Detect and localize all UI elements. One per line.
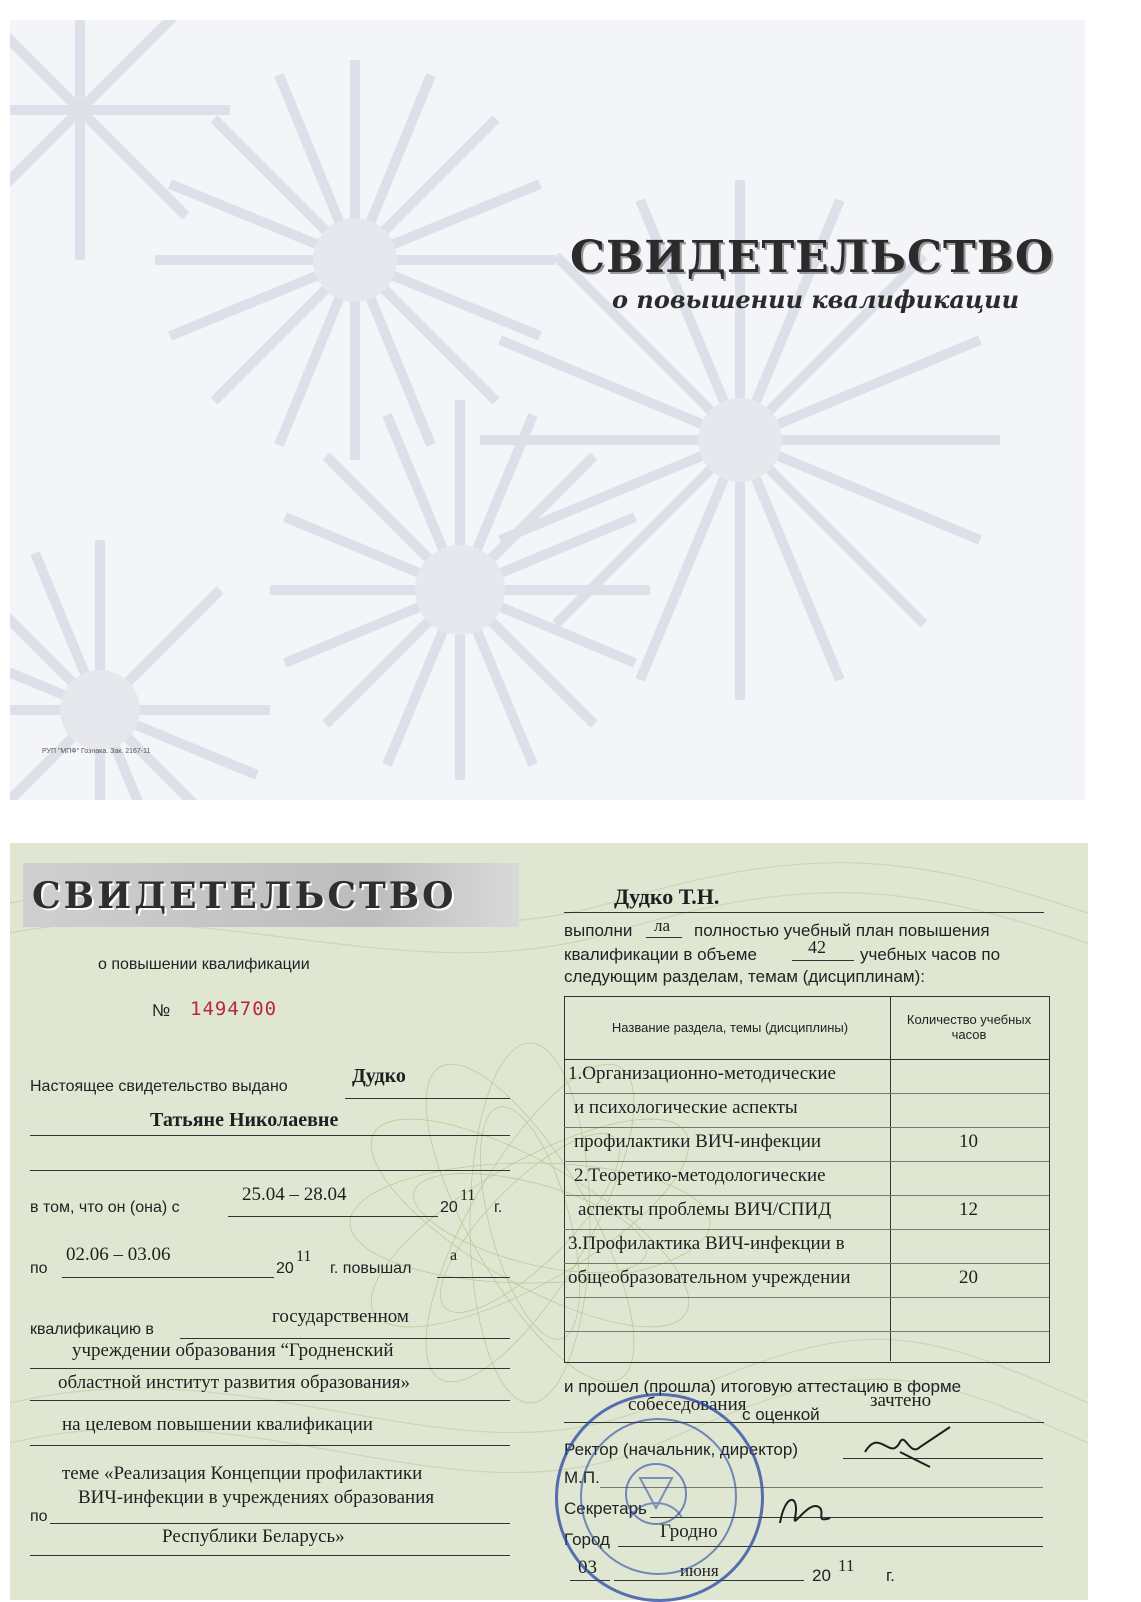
number-label: № <box>152 1001 171 1020</box>
grade-label: с оценкой <box>742 1405 820 1424</box>
sections-label: следующим разделам, темам (дисциплинам): <box>564 967 925 986</box>
certificate-title: СВИДЕТЕЛЬСТВО <box>32 875 457 917</box>
certificate-subtitle: о повышении квалификации <box>98 956 310 973</box>
table-rule <box>564 1263 1049 1264</box>
table-row-2-line-1: 2.Теоретико-методологические <box>574 1165 826 1186</box>
topic-line-3: Республики Беларусь» <box>162 1526 345 1547</box>
period1-dates: 25.04 – 28.04 <box>242 1184 347 1205</box>
institution-line-3: областной институт развития образования» <box>58 1372 411 1393</box>
hours-total: 42 <box>808 937 826 957</box>
holder-surname: Дудко <box>352 1065 406 1087</box>
qual-label: квалификацию в <box>30 1321 154 1338</box>
table-rule <box>564 1161 1049 1162</box>
period-label: в том, что он (она) с <box>30 1199 180 1216</box>
completed-rest: полностью учебный план повышения <box>694 921 990 940</box>
period1-year-prefix: 20 <box>440 1199 458 1216</box>
attestation-form: собеседования <box>628 1394 747 1415</box>
blank-line <box>30 1170 510 1171</box>
period2-year-suffix: 11 <box>296 1248 312 1265</box>
period2-year-prefix: 20 <box>276 1260 294 1277</box>
program-text: на целевом повышении квалификации <box>62 1414 373 1435</box>
grade-value: зачтено <box>870 1390 932 1411</box>
date-year-g: г. <box>886 1566 895 1585</box>
completed-label: выполни <box>564 921 633 940</box>
table-rule <box>564 1093 1049 1094</box>
table-row-1-line-2: и психологические аспекты <box>574 1097 798 1118</box>
table-row-1-line-3: профилактики ВИЧ-инфекции <box>574 1131 822 1152</box>
topic-line-rule-3 <box>30 1555 510 1556</box>
city-label: Город <box>564 1530 610 1549</box>
name-line <box>30 1135 510 1136</box>
topic-line-rule-2 <box>50 1523 510 1524</box>
cover-guilloche-pattern <box>10 20 1085 800</box>
table-header-name: Название раздела, темы (дисциплины) <box>611 1020 849 1035</box>
volume-rest: учебных часов по <box>860 945 1001 964</box>
attestation-label: и прошел (прошла) итоговую аттестацию в форме <box>564 1377 962 1396</box>
period1-line <box>228 1216 438 1217</box>
table-row-1-line-1: 1.Организационно-методические <box>568 1063 836 1084</box>
holder-name: Татьяне Николаевне <box>150 1109 339 1131</box>
table-rule <box>564 1195 1049 1196</box>
period1-year-g: г. <box>494 1199 503 1216</box>
date-year-suffix: 11 <box>838 1556 855 1575</box>
rector-label: Ректор (начальник, директор) <box>564 1440 799 1459</box>
cover-page <box>10 20 1085 800</box>
city-value: Гродно <box>660 1521 718 1542</box>
table-header-hours: Количество учебных часов <box>906 1012 1032 1042</box>
issued-label: Настоящее свидетельство выдано <box>30 1078 288 1095</box>
institution-line-rule-2 <box>30 1368 510 1369</box>
rector-signature <box>860 1422 960 1472</box>
institution-line-1: государственном <box>272 1306 409 1327</box>
topic-po-label: по <box>30 1508 48 1525</box>
date-day: 03 <box>578 1557 597 1578</box>
cover-title: СВИДЕТЕЛЬСТВО <box>570 232 1055 283</box>
po-label: по <box>30 1260 48 1277</box>
table-column-divider <box>890 996 891 1361</box>
mp-label: М.П. <box>564 1468 600 1487</box>
topic-line-1: теме «Реализация Концепции профилактики <box>62 1463 423 1484</box>
table-rule <box>564 1331 1049 1332</box>
table-header-rule <box>564 1059 1049 1060</box>
completed-suffix: ла <box>654 916 671 935</box>
hours-total-line <box>792 960 854 961</box>
printer-note: РУП "МПФ" Гознака. Зак. 2167-11 <box>42 748 151 755</box>
table-row-1-hours: 10 <box>959 1131 978 1152</box>
date-year-prefix: 20 <box>812 1566 831 1585</box>
period2-line <box>62 1277 274 1278</box>
date-month: июня <box>680 1561 719 1580</box>
secretary-signature <box>770 1488 840 1533</box>
topic-line-2: ВИЧ-инфекции в учреждениях образования <box>78 1487 435 1508</box>
institution-line-rule-3 <box>30 1400 510 1401</box>
institution-line-2: учреждении образования “Гродненский <box>72 1340 394 1361</box>
table-row-3-line-2: общеобразовательном учреждении <box>568 1267 851 1288</box>
secretary-label: Секретарь <box>564 1499 647 1518</box>
program-line <box>30 1445 510 1446</box>
period2-dates: 02.06 – 03.06 <box>66 1244 171 1265</box>
holder-short-name: Дудко Т.Н. <box>614 884 720 909</box>
emblem-icon <box>610 1448 703 1541</box>
table-rule <box>564 1297 1049 1298</box>
table-row-2-hours: 12 <box>959 1199 978 1220</box>
table-row-3-line-1: 3.Профилактика ВИЧ-инфекции в <box>568 1233 845 1254</box>
completed-suffix-line <box>646 937 682 938</box>
povyshal-line <box>437 1277 510 1278</box>
volume-label: квалификации в объеме <box>564 945 757 964</box>
serial-number: 1494700 <box>190 998 278 1020</box>
institution-line-rule-1 <box>180 1338 510 1339</box>
cover-subtitle: о повышении квалификации <box>612 285 1020 314</box>
surname-line <box>345 1098 510 1099</box>
holder-line <box>564 912 1044 913</box>
povyshal-suffix: а <box>450 1247 458 1264</box>
period1-year-suffix: 11 <box>460 1187 476 1204</box>
table-rule <box>564 1127 1049 1128</box>
table-rule <box>564 1229 1049 1230</box>
table-row-2-line-2: аспекты проблемы ВИЧ/СПИД <box>578 1199 832 1220</box>
table-row-3-hours: 20 <box>959 1267 978 1288</box>
povyshal-label: г. повышал <box>330 1260 412 1277</box>
